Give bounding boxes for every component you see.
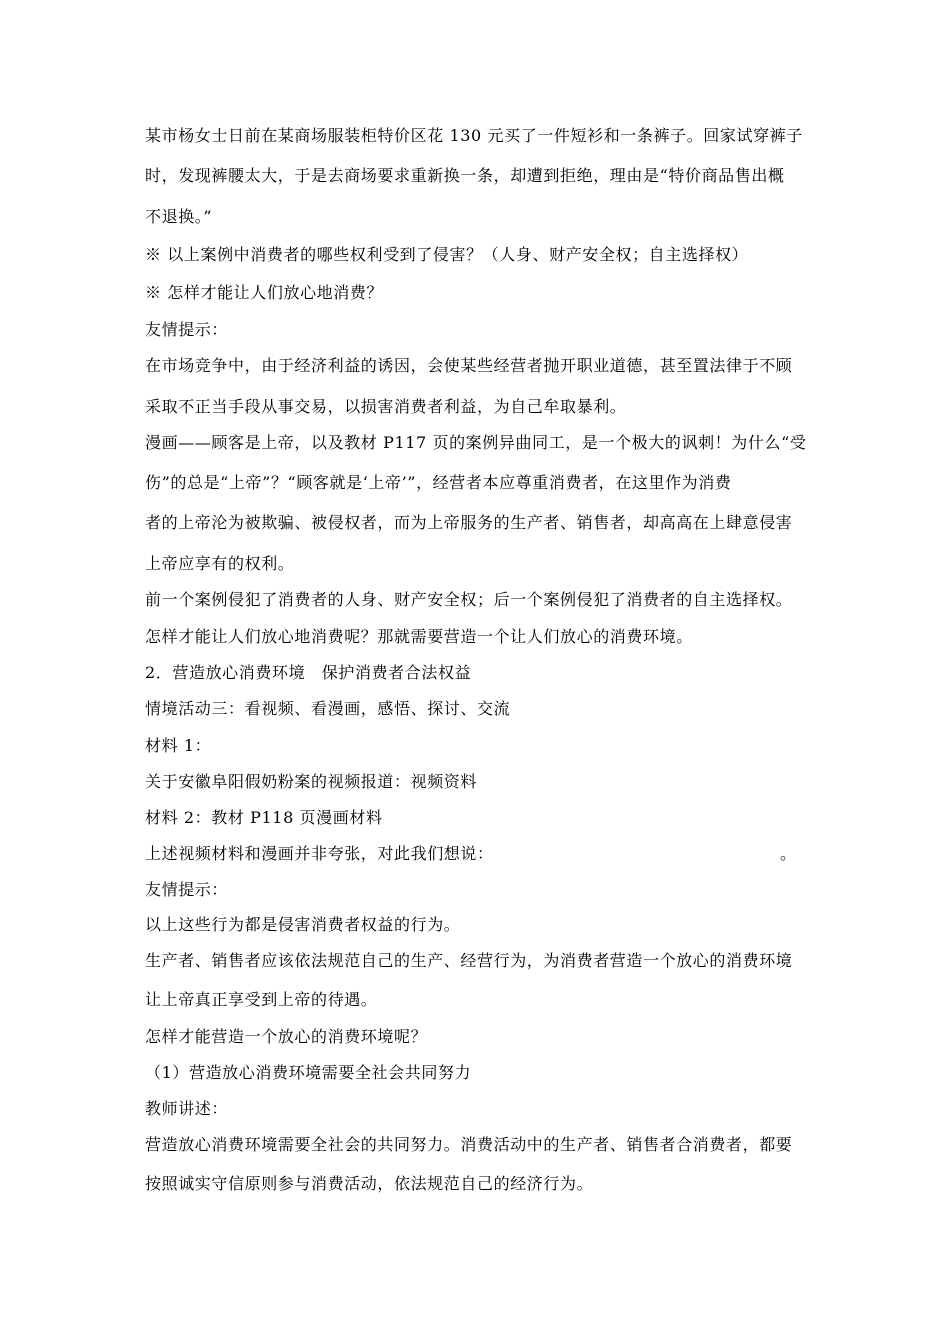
fill-in-prompt: 上述视频材料和漫画并非夸张，对此我们想说： bbox=[145, 844, 494, 863]
paragraph-line: 在市场竞争中，由于经济利益的诱因，会使某些经营者抛开职业道德，甚至置法律于不顾 bbox=[145, 356, 793, 375]
paragraph-line: 上帝应享有的权利。 bbox=[145, 554, 295, 573]
paragraph-line: 怎样才能营造一个放心的消费环境呢？ bbox=[145, 1027, 428, 1046]
paragraph-line: 某市杨女士日前在某商场服装柜特价区花 130 元买了一件短衫和一条裤子。回家试穿裤子 bbox=[145, 126, 803, 145]
subsection-heading: （1）营造放心消费环境需要全社会共同努力 bbox=[145, 1063, 472, 1082]
paragraph-line: 教师讲述： bbox=[145, 1099, 229, 1118]
blank-end-mark: 。 bbox=[780, 844, 797, 863]
paragraph-line: 关于安徽阜阳假奶粉案的视频报道：视频资料 bbox=[145, 772, 478, 791]
question-line: ※ 怎样才能让人们放心地消费？ bbox=[145, 283, 384, 302]
question-line: ※ 以上案例中消费者的哪些权利受到了侵害？（人身、财产安全权；自主选择权） bbox=[145, 245, 749, 264]
hint-heading: 友情提示： bbox=[145, 320, 229, 339]
paragraph-line: 生产者、销售者应该依法规范自己的生产、经营行为，为消费者营造一个放心的消费环境 bbox=[145, 951, 793, 970]
activity-heading: 情境活动三：看视频、看漫画，感悟、探讨、交流 bbox=[145, 699, 511, 718]
paragraph-line: 让上帝真正享受到上帝的待遇。 bbox=[145, 990, 378, 1009]
paragraph-line: 以上这些行为都是侵害消费者权益的行为。 bbox=[145, 915, 461, 934]
paragraph-line: 采取不正当手段从事交易，以损害消费者利益，为自己牟取暴利。 bbox=[145, 397, 627, 416]
material-label: 材料 2：教材 P118 页漫画材料 bbox=[145, 808, 383, 827]
paragraph-line: 营造放心消费环境需要全社会的共同努力。消费活动中的生产者、销售者合消费者，都要 bbox=[145, 1135, 793, 1154]
paragraph-line: 前一个案例侵犯了消费者的人身、财产安全权；后一个案例侵犯了消费者的自主选择权。 bbox=[145, 590, 793, 609]
paragraph-line: 伤”的总是“上帝”？“顾客就是‘上帝’”，经营者本应尊重消费者，在这里作为消费 bbox=[145, 473, 732, 492]
paragraph-line: 不退换。” bbox=[145, 207, 213, 226]
material-label: 材料 1： bbox=[145, 736, 212, 755]
paragraph-line: 者的上帝沦为被欺骗、被侵权者，而为上帝服务的生产者、销售者，却高高在上肆意侵害 bbox=[145, 513, 793, 532]
section-heading: 2．营造放心消费环境 保护消费者合法权益 bbox=[145, 663, 472, 682]
paragraph-line: 怎样才能让人们放心地消费呢？那就需要营造一个让人们放心的消费环境。 bbox=[145, 627, 693, 646]
paragraph-line: 漫画——顾客是上帝，以及教材 P117 页的案例异曲同工，是一个极大的讽刺！为什么“受 bbox=[145, 433, 807, 452]
paragraph-line: 按照诚实守信原则参与消费活动，依法规范自己的经济行为。 bbox=[145, 1174, 594, 1193]
hint-heading: 友情提示： bbox=[145, 880, 229, 899]
paragraph-line: 时，发现裤腰太大，于是去商场要求重新换一条，却遭到拒绝，理由是“特价商品售出概 bbox=[145, 166, 785, 185]
